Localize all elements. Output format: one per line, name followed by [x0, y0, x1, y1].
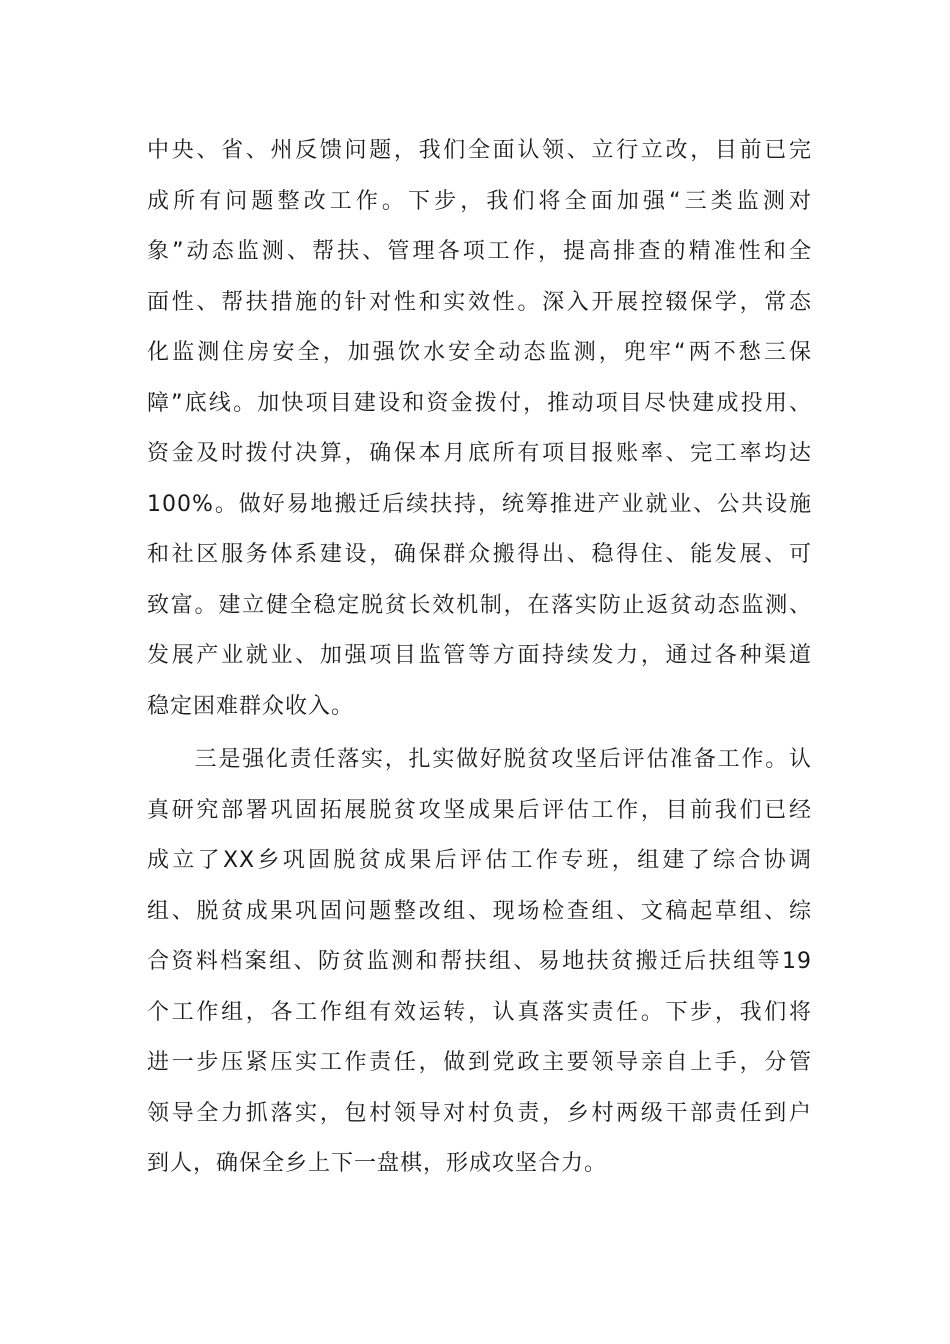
paragraph-1	[147, 126, 812, 732]
paragraph-line: 进一步压紧压实工作责任，做到党政主要领导亲自上手，分管	[147, 1050, 812, 1075]
paragraph-line: 个工作组，各工作组有效运转，认真落实责任。下步，我们将	[147, 999, 812, 1025]
paragraph-line: 资金及时拨付决算，确保本月底所有项目报账率、完工率均达	[147, 441, 812, 466]
paragraph-line: 和社区服务体系建设，确保群众搬得出、稳得住、能发展、可	[147, 542, 812, 567]
paragraph-line: 致富。建立健全稳定脱贫长效机制，在落实防止返贫动态监测、	[147, 592, 812, 618]
paragraph-line: 中央、省、州反馈问题，我们全面认领、立行立改，目前已完	[147, 138, 812, 163]
paragraph-line: 到人，确保全乡上下一盘棋，形成攻坚合力。	[147, 1151, 608, 1176]
paragraph-line: 面性、帮扶措施的针对性和实效性。深入开展控辍保学，常态	[147, 289, 812, 315]
paragraph-line: 合资料档案组、防贫监测和帮扶组、易地扶贫搬迁后扶组等19	[147, 949, 812, 974]
paragraph-2	[147, 735, 812, 1190]
paragraph-line: 化监测住房安全，加强饮水安全动态监测，兜牢“两不愁三保	[147, 340, 812, 365]
paragraph-line: 组、脱贫成果巩固问题整改组、现场检查组、文稿起草组、综	[147, 898, 812, 924]
paragraph-line: 真研究部署巩固拓展脱贫攻坚成果后评估工作，目前我们已经	[147, 797, 812, 823]
paragraph-line: 成所有问题整改工作。下步，我们将全面加强“三类监测对	[147, 188, 812, 214]
paragraph-line: 领导全力抓落实，包村领导对村负责，乡村两级干部责任到户	[147, 1100, 812, 1126]
paragraph-line: 三是强化责任落实，扎实做好脱贫攻坚后评估准备工作。认	[147, 747, 812, 772]
paragraph-line: 发展产业就业、加强项目监管等方面持续发力，通过各种渠道	[147, 643, 812, 668]
paragraph-line: 障”底线。加快项目建设和资金拨付，推动项目尽快建成投用、	[147, 390, 812, 416]
paragraph-line: 成立了XX乡巩固脱贫成果后评估工作专班，组建了综合协调	[147, 848, 812, 873]
paragraph-line: 稳定困难群众收入。	[147, 693, 355, 719]
paragraph-line: 100%。做好易地搬迁后续扶持，统筹推进产业就业、公共设施	[147, 491, 812, 517]
paragraph-line: 象”动态监测、帮扶、管理各项工作，提高排查的精准性和全	[147, 239, 812, 264]
